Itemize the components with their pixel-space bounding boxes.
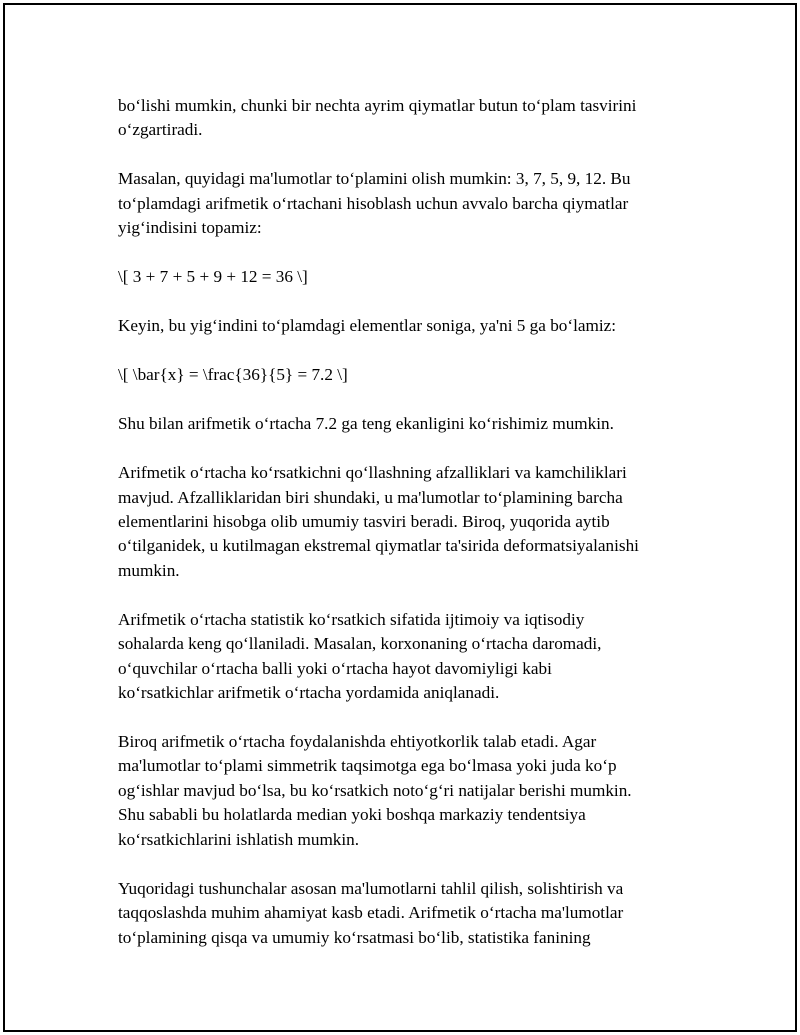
paragraph: Arifmetik o‘rtacha statistik ko‘rsatkich sifatida ijtimoiy va iqtisodiy sohalarda keng qo‘llaniladi. Masalan, korxonaning o‘rtacha daromadi, o‘quvchilar o‘rtacha balli yoki o‘rtacha hayot davomiyligi kabi ko‘rsatkichlar arifmetik o‘rtacha yordamida aniqlanadi. bbox=[118, 609, 602, 703]
paragraph: Shu bilan arifmetik o‘rtacha 7.2 ga teng ekanligini ko‘rishimiz mumkin. bbox=[118, 414, 614, 434]
paragraph: bo‘lishi mumkin, chunki bir nechta ayrim qiymatlar butun to‘plam tasvirini o‘zgartiradi. bbox=[118, 96, 637, 140]
paragraph: Yuqoridagi tushunchalar asosan ma'lumotlarni tahlil qilish, solishtirish va taqqoslashda muhim ahamiyat kasb etadi. Arifmetik o‘rtacha ma'lumotlar to‘plamining qisqa va umumiy ko‘rsatmasi bo‘lib, statistika fanining bbox=[118, 878, 624, 947]
paragraph: Arifmetik o‘rtacha ko‘rsatkichni qo‘llashning afzalliklari va kamchiliklari mavjud. Afzalliklaridan biri shundaki, u ma'lumotlar to‘plamining barcha elementlarini hisobga olib umumiy tasviri beradi. Biroq, yuqorida aytib o‘tilganidek, u kutilmagan ekstremal qiymatlar ta'sirida deformatsiyalanishi mumkin. bbox=[118, 463, 639, 580]
equation-mean: \[ \bar{x} = \frac{36}{5} = 7.2 \] bbox=[118, 365, 348, 385]
equation-sum: \[ 3 + 7 + 5 + 9 + 12 = 36 \] bbox=[118, 267, 308, 287]
paragraph: Masalan, quyidagi ma'lumotlar to‘plamini olish mumkin: 3, 7, 5, 9, 12. Bu to‘plamdagi arifmetik o‘rtachani hisoblash uchun avvalo barcha qiymatlar yig‘indisini topamiz: bbox=[118, 169, 631, 238]
paragraph: Biroq arifmetik o‘rtacha foydalanishda ehtiyotkorlik talab etadi. Agar ma'lumotlar to‘plami simmetrik taqsimotga ega bo‘lmasa yoki juda ko‘p og‘ishlar mavjud bo‘lsa, bu ko‘rsatkich noto‘g‘ri natijalar berishi mumkin. Shu sababli bu holatlarda median yoki boshqa markaziy tendentsiya ko‘rsatkichlarini ishlatish mumkin. bbox=[118, 732, 632, 849]
paragraph: Keyin, bu yig‘indini to‘plamdagi elementlar soniga, ya'ni 5 ga bo‘lamiz: bbox=[118, 316, 617, 336]
document-body bbox=[118, 94, 688, 950]
